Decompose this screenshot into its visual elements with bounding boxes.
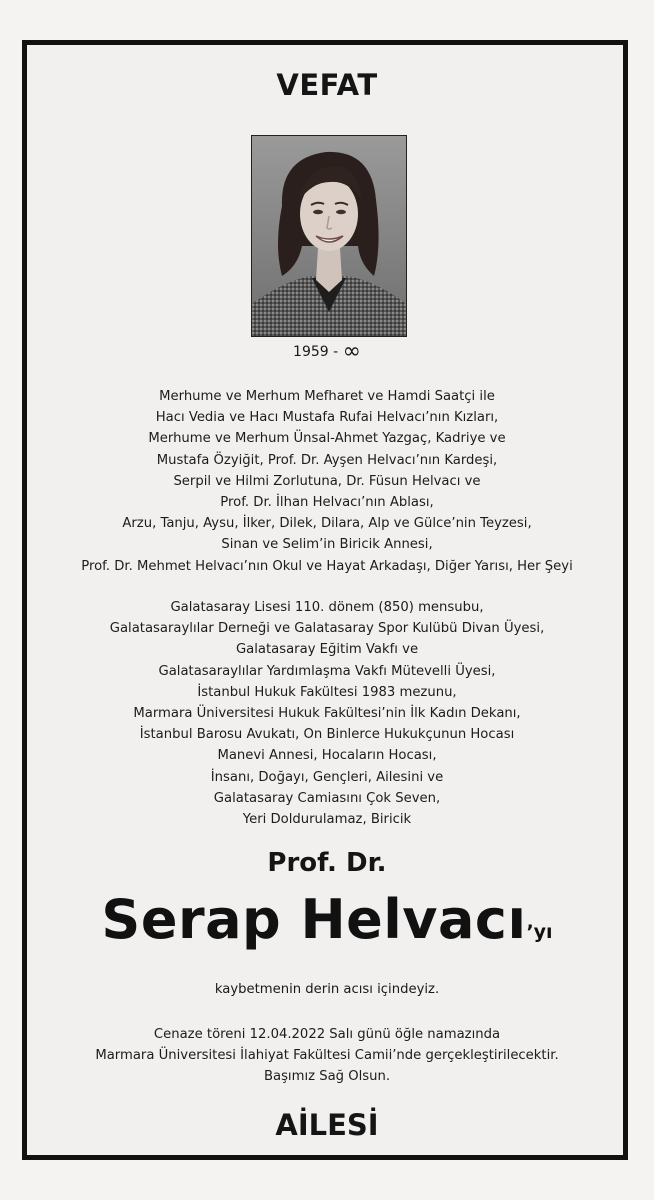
text-line: Merhume ve Merhum Mefharet ve Hamdi Saatçi ile (159, 389, 495, 404)
family-signature: AİLESİ (275, 1108, 379, 1142)
text-line: Prof. Dr. İlhan Helvacı’nın Ablası, (220, 495, 434, 511)
text-line: Cenaze töreni 12.04.2022 Salı günü öğle namazında (153, 1027, 501, 1042)
text-line: Galatasaray Lisesi 110. dönem (850) mensubu, (170, 600, 484, 615)
text-line: Serpil ve Hilmi Zorlutuna, Dr. Füsun Helvacı ve (173, 473, 481, 489)
text-line: İstanbul Barosu Avukatı, On Binlerce Hukukçunun Hocası (139, 727, 515, 743)
text-line: Başımız Sağ Olsun. (263, 1069, 391, 1085)
text-line: İstanbul Hukuk Fakültesi 1983 mezunu, (197, 684, 457, 700)
condolence-sentence: kaybetmenin derin acısı içindeyiz. (214, 982, 440, 997)
career-paragraph (30, 597, 624, 830)
text-line: Galatasaraylılar Derneği ve Galatasaray Spor Kulübü Divan Üyesi, (109, 621, 545, 637)
text-line: Galatasaray Camiasını Çok Seven, (213, 790, 441, 806)
text-line: Marmara Üniversitesi Hukuk Fakültesi’nin İlk Kadın Dekanı, (133, 706, 521, 722)
portrait-photo (251, 135, 407, 337)
text-line: Sinan ve Selim’in Biricik Annesi, (221, 537, 433, 553)
life-years (0, 339, 654, 364)
text-line: Prof. Dr. Mehmet Helvacı’nın Okul ve Hayat Arkadaşı, Diğer Yarısı, Her Şeyi (81, 558, 573, 574)
text-line: Arzu, Tanju, Aysu, İlker, Dilek, Dilara, Alp ve Gülce’nin Teyzesi, (122, 516, 532, 532)
text-line: Mustafa Özyiğit, Prof. Dr. Ayşen Helvacı’nın Kardeşi, (156, 452, 498, 468)
deceased-name-row (0, 888, 654, 951)
text-line: Merhume ve Merhum Ünsal-Ahmet Yazgaç, Kadriye ve (148, 431, 506, 447)
obituary-heading: VEFAT (276, 68, 378, 102)
family-relations-paragraph (30, 386, 624, 577)
text-line: Galatasaraylılar Yardımlaşma Vakfı Mütevelli Üyesi, (158, 663, 496, 679)
birth-year: 1959 - (293, 344, 339, 360)
text-line: Marmara Üniversitesi İlahiyat Fakültesi Camii’nde gerçekleştirilecektir. (95, 1048, 559, 1064)
infinity-icon: ∞ (342, 339, 361, 364)
text-line: Hacı Vedia ve Hacı Mustafa Rufai Helvacı’nın Kızları, (155, 410, 499, 426)
deceased-title: Prof. Dr. (267, 848, 387, 878)
deceased-name: Serap Helvacı (101, 888, 527, 951)
text-line: Galatasaray Eğitim Vakfı ve (235, 642, 419, 658)
funeral-info (30, 1024, 624, 1088)
text-line: Yeri Doldurulamaz, Biricik (242, 812, 412, 828)
text-line: Manevi Annesi, Hocaların Hocası, (217, 748, 437, 764)
name-suffix: ’yı (526, 921, 553, 943)
text-line: İnsanı, Doğayı, Gençleri, Ailesini ve (210, 769, 444, 785)
